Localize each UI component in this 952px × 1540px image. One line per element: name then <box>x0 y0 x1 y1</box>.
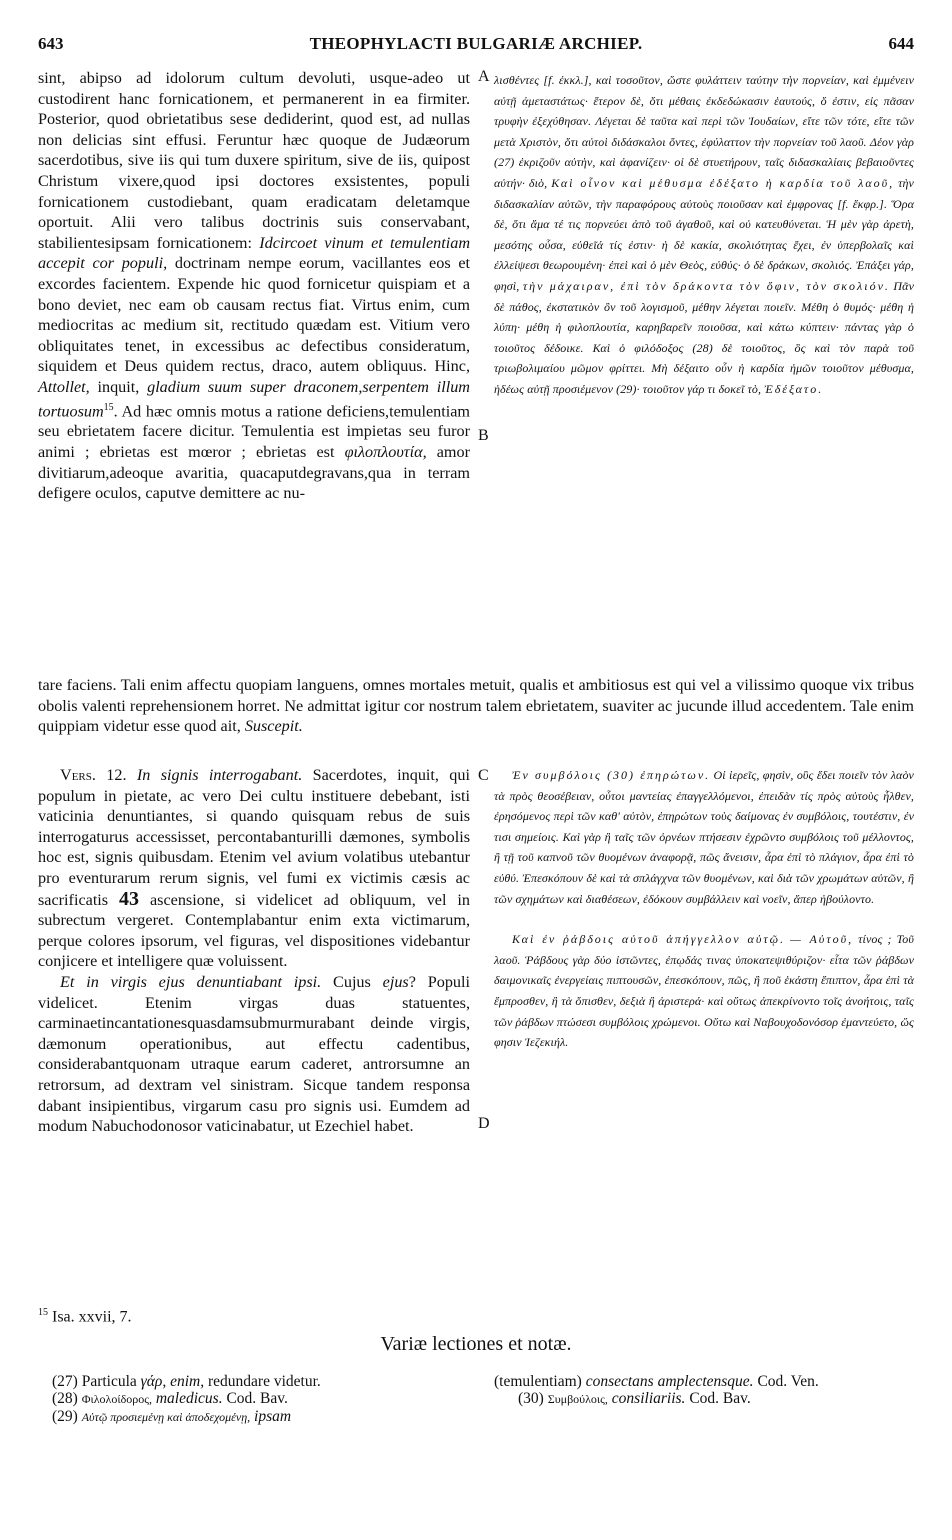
full-width-text: tare faciens. Tali enim affectu quopiam languens, omnes mortales metuit, qualis et ambitiosus est qui vel a vilissimo quoque vix tribus obolis valenti reprehensionem horret. Ne admittat igitur cor nostrum talem ebrietatem, suaviter ac jucunde illud accedentem. Tale enim quippiam videtur esse quod ait, Suscepit. <box>38 676 914 736</box>
latin-column-top <box>38 68 470 504</box>
note-28: (28) Φιλολοίδορος, maledicus. Cod. Bav. <box>52 1390 288 1407</box>
page-number-left: 643 <box>38 34 64 53</box>
greek-paragraph: Ἐν συμβόλοις (30) ἐπηρώτων. Οἱ ἱερεῖς, φησὶν, οὓς ἔδει ποιεῖν τὸν λαὸν τὰ πρὸς θεοσέβειαν, οὗτοι μαντείας ἐπαγγελλόμενοι, ἐπειδὰν τίς πρὸς αὐτοὺς ἦλθεν, ἐρησόμενος περὶ τῶν καθ' αὐτὸν, ἐπηρώτων τοὺς δαίμονας ἐν συμβόλοις, τουτέστιν, ἐν τισι σημείοις. Καὶ γὰρ ἢ ταῖς τῶν ὀρνέων πτήσεσιν ἐχρῶντο συμβόλοις τοῦ μέλλοντος, ἢ τῇ τοῦ καπνοῦ τῶν θυομένων ἀναφορᾷ, πῶς ἄνεισιν, ἆρα ἐπὶ τὸ πλάγιον, ἆρα ἐπὶ τὸ εὐθύ. Ἐπεσκόπουν δὲ καὶ τὰ σπλάγχνα τῶν θυομένων, καὶ διὰ τῶν χρωμάτων αὐτῶν, ἢ τῶν σχημάτων καὶ διαθέσεων, ἐδόκουν συμβάλλειν καὶ νοεῖν, ἅπερ ἠβούλοντο. <box>494 768 914 906</box>
note-27: (27) Particula γάρ, enim, redundare videtur. <box>52 1373 321 1390</box>
running-header <box>38 34 914 58</box>
notes-right <box>494 1373 914 1408</box>
variae-title: Variæ lectiones et notæ. <box>380 1333 572 1355</box>
margin-marker-d: D <box>478 1115 490 1132</box>
running-title: THEOPHYLACTI BULGARIÆ ARCHIEP. <box>309 34 643 53</box>
margin-marker-a: A <box>478 68 490 85</box>
note-29: (29) Αὐτῷ προσιεμένῃ καὶ ἀποδεχομένῃ, ipsam <box>52 1408 292 1425</box>
greek-paragraph: λισθέντες [f. ἐκκλ.], καὶ τοσοῦτον, ὥστε φυλάττειν ταύτην τὴν πορνείαν, καὶ ἐμμένειν αὐτῇ ἀμεταστάτως· ἕτερον δὲ, ὅτι μέθαις ἐκδεδώκασιν ἑαυτούς, ὅ ἐστιν, εἰς πᾶσαν τρυφὴν ἐξεχύθησαν. Λέγεται δὲ ταῦτα καὶ περὶ τῶν Ἰουδαίων, εἴτε τῶν τότε, εἴτε τῶν μετὰ Χριστὸν, ὅτι αὐτοὶ διδάσκαλοι ὄντες, ἐφύλαττον τὴν πορνείαν τοῦ λαοῦ. Δέον γὰρ (27) ἐκριζοῦν αὐτὴν, καὶ ἀφανίζειν· οἱ δὲ στυετήρουν, ταῖς διδασκαλίαις βεβαιοῦντες αὐτήν· διὸ, Καὶ οἶνον καὶ μέθυσμα ἐδέξατο ἡ καρδία τοῦ λαοῦ, τὴν διδασκαλίαν αὐτῶν, τὴν παραφόρους αὐτοὺς ποιοῦσαν καὶ ἐμφρονας [f. ἔκφρ.]. Ὅρα δὲ, ὅτι ἅμα τέ τις πορνεύει ἀπὸ τοῦ ἀγαθοῦ, καὶ οὐ κατευθύνεται. Ἡ μὲν γὰρ ἀρετὴ, μεσότης οὖσα, εὐθεῖά τίς ἐστιν· ἡ δὲ κακία, σκολιότητας ἔχει, ἐν ὑπερβολαῖς καὶ ἐλλείψεσι θεωρουμένη· ἐπεὶ καὶ ὁ μὲν Θεὸς, εὐθύς· ὁ δὲ δράκων, σκολιός. Ἐπάξει γάρ, φησὶ, τὴν μάχαιραν, ἐπὶ τὸν δράκοντα τὸν ὄφιν, τὸν σκολιόν. Πᾶν δὲ πάθος, ἐκστατικὸν ὂν τοῦ λογισμοῦ, μέθην λέγεται ποιεῖν. Μέθη ὁ θυμός· μέθη ἡ λύπη· μέθη ἡ φιλοπλουτία, καρηβαρεῖν ποιοῦσα, καὶ κάτω κύπτειν· πάντας γὰρ ὁ τοιοῦτος δέδοικε. Καὶ ὁ φιλόδοξος (28) δὲ τοιοῦτος, ὃς καὶ τὸν παρὰ τοῦ τριωβολιμαίου μῶμον φρίττει. Μὴ δέξαιτο οὖν ἡ καρδία ἡμῶν τοιοῦτον μέθυσμα, ἡδέως αὐτῇ προσιέμενον (29)· τοιοῦτον γάρ τι δοκεῖ τὸ, Ἐδέξατο. <box>494 73 914 396</box>
margin-marker-b: B <box>478 427 489 444</box>
notes-left <box>52 1373 472 1426</box>
page-number-right: 644 <box>888 34 914 53</box>
greek-column-top <box>494 70 914 400</box>
latin-paragraph: Vers. 12. In signis interrogabant. Sacerdotes, inquit, qui populum in pietate, ac vero Dei cultu instituere debebant, isti vaticinia denuntiantes, si quando quisquam rebus de suis interrogaturus accessisset, percontabanturilli dæmones, symbolis hoc est, signis quibusdam. Etenim vel avium volatibus utebantur pro eventurarum rerum signis, vel fumi ex victimis cæsis ac sacrificatis 43 ascensione, si videlicet ad obliquum, vel in subrectum vergeret. Contemplabantur enim exta victimarum, perque colores ipsorum, vel figuras, vel dispositiones videbantur conjicere et intelligere quæ voluissent. <box>38 766 471 971</box>
latin-paragraph: sint, abipso ad idolorum cultum devoluti, usque-adeo ut custodirent hanc fornicationem, et permanerent in ea firmiter. Posterior, quod obrietatibus sese dediderint, quod est, ad nullas non delicias sint effusi. Feruntur hæc quoque de Judæorum sacerdotibus, sive iis qui tum duxere spiritum, sive de iis, quipost Christum vixere,quod ipsi doctores exsistentes, populi fornicationem custodiebant, quam eradicatam deletamque oportuit. Alii vero talibus doctrinis suis conservabant, stabilientesipsam fornicationem: Idcircoet vinum et temulentiam accepit cor populi, doctrinam nempe eorum, vacillantes eos et excordes facientem. Expende hic quod fornicetur quispiam et a bono deviet, nec eam ob causam rectus fiat. Virtus enim, cum mediocritas ac medium sit, rectitudo quædam est. Vitium vero obliquitates tenet, in excessibus ac defectibus consideratum, siquidem et Deus quidem rectus, draco, autem obliquus. Hinc, Attollet, inquit, gladium suum super draconem,serpentem illum tortuosum$^{15}$. Ad hæc omnis motus a ratione deficiens,temulentiam seu ebrietatem facere dicitur. Temulentia est impietas seu furor animi ; ebrietas est mœror ; ebrietas est φιλοπλουτία, amor divitiarum,adeoque avaritia, quacaputdegravans,qua in terram defigere oculos, caputve demittere ac nu- <box>38 69 471 503</box>
greek-paragraph: Καὶ ἐν ῥάβδοις αὐτοῦ ἀπήγγελλον αὐτῷ. — Αὐτοῦ, τίνος ; Τοῦ λαοῦ. Ῥάβδους γὰρ δύο ἱστῶντες, ἐπῳδάς τινας ὑποκατεψιθύριζον· εἶτα τῶν ῥάβδων δαιμονικαῖς ἐνεργείαις πιπτουσῶν, ἐπεσκόπουν, πῶς, ἢ ποῦ ἑκάστη ἔπιπτον, ἆρα ἐπὶ τὰ ἔμπροσθεν, ἢ τὰ ὄπισθεν, δεξιὰ ἢ ἀριστερά· καὶ οὕτως ἀπεκρίνοντο τοῖς ἀνοήτοις, ταῖς τῶν ῥάβδων πτώσεσι συμβόλοις χρώμενοι. Οὕτω καὶ Ναβουχοδονόσορ ἐμαντεύετο, ὥς φησιν Ἰεζεκιήλ. <box>494 932 914 1050</box>
footnote: $^{15}$ Isa. xxvii, 7. <box>38 1307 132 1326</box>
footnote-ref: 15 <box>103 401 114 413</box>
column-number: 43 <box>119 887 140 910</box>
greek-column-middle <box>494 765 914 1053</box>
note-29-cont: (temulentiam) consectans amplectensque. Cod. Ven. <box>494 1373 819 1390</box>
margin-marker-c: C <box>478 767 489 784</box>
latin-column-middle <box>38 765 470 1137</box>
latin-paragraph: Et in virgis ejus denuntiabant ipsi. Cujus ejus? Populi videlicet. Etenim virgas duas statuentes, carminaetincantationesquasdamsubmurmurabant deinde virgis, dæmonum operationibus, aut effectu cadentibus, considerabantquonam utraque earum caderet, antrorsumne an retrorsum, ad dextram vel sinistram. Sicque tandem responsa dabant insipientibus, virgarum casu pro signis usi. Eumdem ad modum Nabuchodonosor vaticinabatur, ut Ezechiel habet. <box>38 972 471 1136</box>
note-30: (30) Συμβούλοις, consiliariis. Cod. Bav. <box>518 1390 751 1407</box>
